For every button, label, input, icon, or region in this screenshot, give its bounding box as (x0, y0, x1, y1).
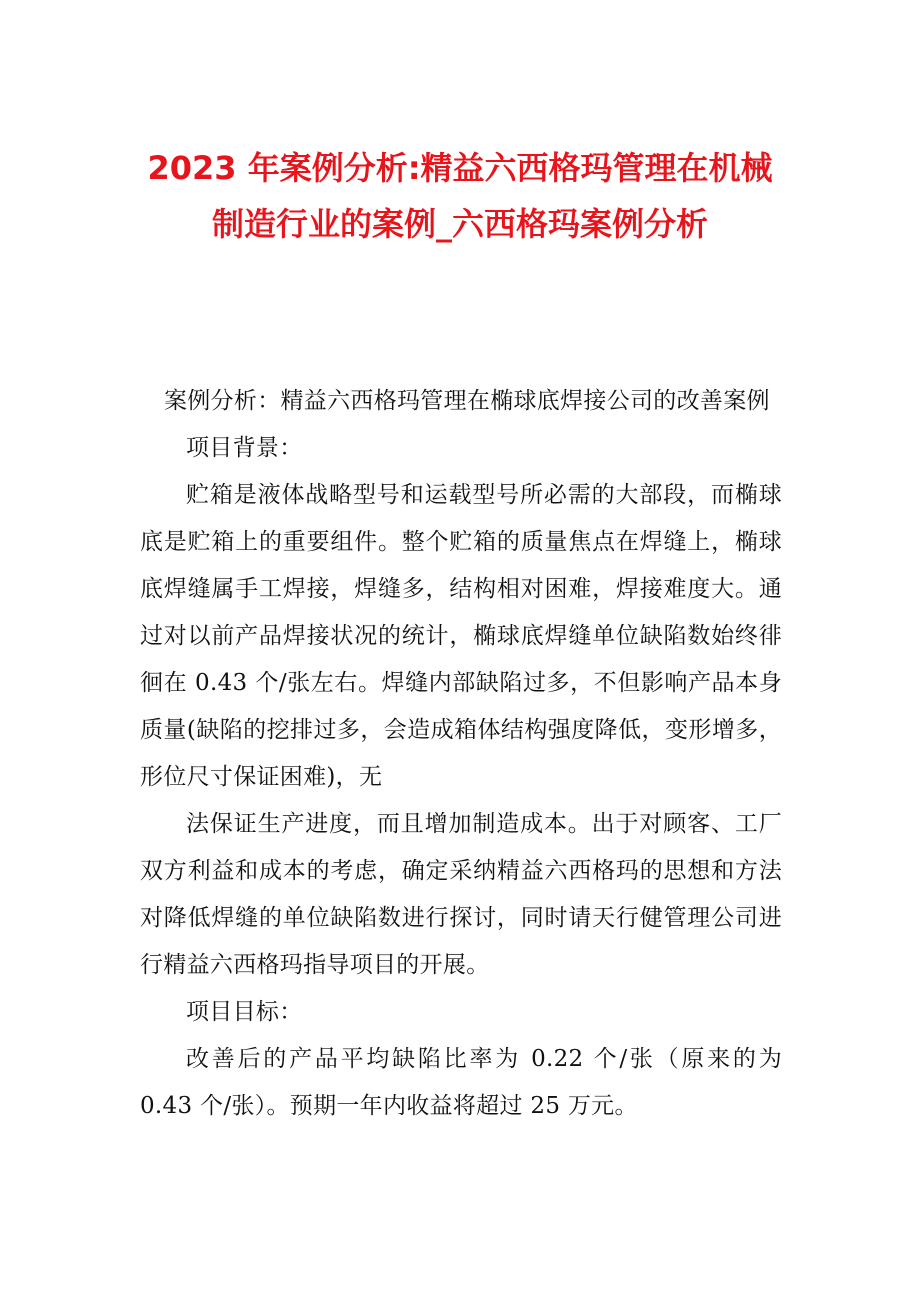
background-paragraph-2: 法保证生产进度，而且增加制造成本。出于对顾客、工厂双方利益和成本的考虑，确定采纳精益六西格玛的思想和方法对降低焊缝的单位缺陷数进行探讨，同时请天行健管理公司进行精益六西格玛指导项目的开展。 (140, 811, 782, 978)
title-line-2: 制造行业的案例_六西格玛案例分析 (211, 205, 708, 243)
background-paragraph-1: 贮箱是液体战略型号和运载型号所必需的大部段，而椭球底是贮箱上的重要组件。整个贮箱的质量焦点在焊缝上，椭球底焊缝属手工焊接，焊缝多，结构相对困难，焊接难度大。通过对以前产品焊接状况的统计，椭球底焊缝单位缺陷数始终徘徊在 0.43 个/张左右。焊缝内部缺陷过多，不但影响产品本身质量(缺陷的挖排过多，会造成箱体结构强度降低，变形增多，形位尺寸保证困难)，无 (140, 482, 782, 790)
title-line-1: 2023 年案例分析:精益六西格玛管理在机械 (147, 149, 773, 187)
intro-paragraph: 案例分析：精益六西格玛管理在椭球底焊接公司的改善案例 (164, 388, 770, 414)
section-heading-goal: 项目目标： (186, 999, 303, 1025)
document-body (140, 378, 782, 1130)
goal-paragraph: 改善后的产品平均缺陷比率为 0.22 个/张（原来的为 0.43 个/张）。预期一年内收益将超过 25 万元。 (140, 1046, 782, 1119)
document-title (120, 140, 800, 252)
section-heading-background: 项目背景： (186, 435, 303, 461)
